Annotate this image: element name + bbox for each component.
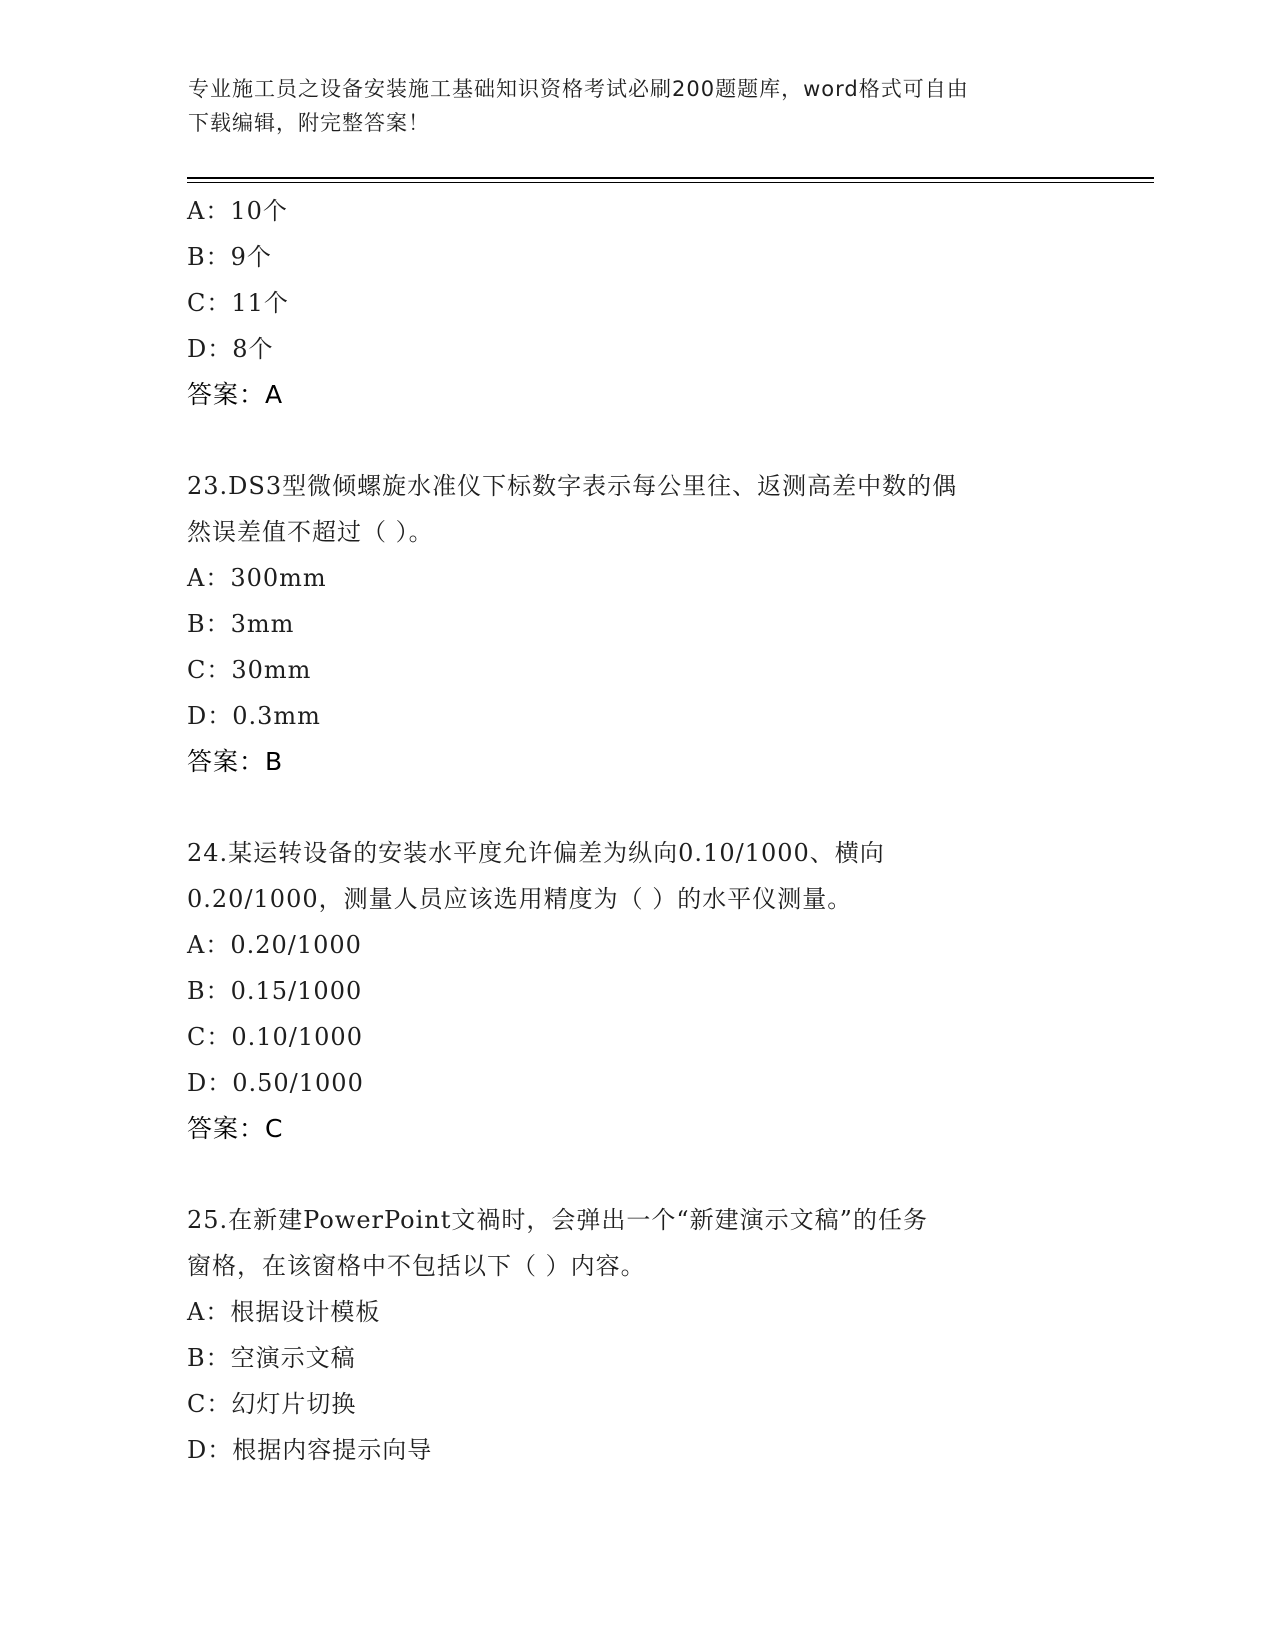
option-a: A：300mm (187, 564, 327, 592)
option-d: D：8个 (187, 335, 274, 363)
option-b: B：空演示文稿 (187, 1344, 356, 1372)
header-line-2: 下载编辑，附完整答案！ (188, 111, 430, 135)
question-text-line-2: 窗格，在该窗格中不包括以下（ ）内容。 (187, 1252, 646, 1280)
question-text-line-1: 25.在新建PowerPoint文禍时，会弹出一个“新建演示文稿”的任务 (187, 1206, 928, 1234)
option-b: B：3mm (187, 610, 295, 638)
answer-line: 答案：C (187, 1114, 284, 1143)
header-line-1: 专业施工员之设备安装施工基础知识资格考试必刷200题题库，word格式可自由 (188, 77, 969, 101)
question-text-line-1: 24.某运转设备的安装水平度允许偏差为纵向0.10/1000、横向 (187, 839, 885, 867)
question-text-line-2: 0.20/1000，测量人员应该选用精度为（ ）的水平仪测量。 (187, 885, 853, 913)
option-d: D：0.50/1000 (187, 1069, 364, 1097)
spacer (187, 1152, 1087, 1197)
option-d: D：0.3mm (187, 702, 321, 730)
spacer (187, 418, 1087, 463)
header-rule-thick (187, 177, 1154, 179)
option-c: C：11个 (187, 289, 289, 317)
option-c: C：幻灯片切换 (187, 1390, 357, 1418)
question-text-line-2: 然误差值不超过（ ）。 (187, 518, 434, 546)
question-text-line-1: 23.DS3型微倾螺旋水准仪下标数字表示每公里往、返测高差中数的偶 (187, 472, 958, 500)
option-b: B：0.15/1000 (187, 977, 363, 1005)
option-a: A：0.20/1000 (187, 931, 362, 959)
question-23 (187, 463, 1087, 785)
option-c: C：30mm (187, 656, 312, 684)
question-25 (187, 1197, 1087, 1473)
spacer (187, 785, 1087, 830)
document-header (188, 72, 1068, 140)
option-c: C：0.10/1000 (187, 1023, 363, 1051)
answer-line: 答案：B (187, 747, 284, 776)
option-b: B：9个 (187, 243, 272, 271)
option-d: D：根据内容提示向导 (187, 1436, 433, 1464)
answer-line: 答案：A (187, 380, 284, 409)
header-rule-thin (187, 182, 1154, 183)
option-a: A：根据设计模板 (187, 1298, 381, 1326)
question-22 (187, 188, 1087, 418)
question-24 (187, 830, 1087, 1152)
option-a: A：10个 (187, 197, 288, 225)
document-body (187, 188, 1087, 1473)
